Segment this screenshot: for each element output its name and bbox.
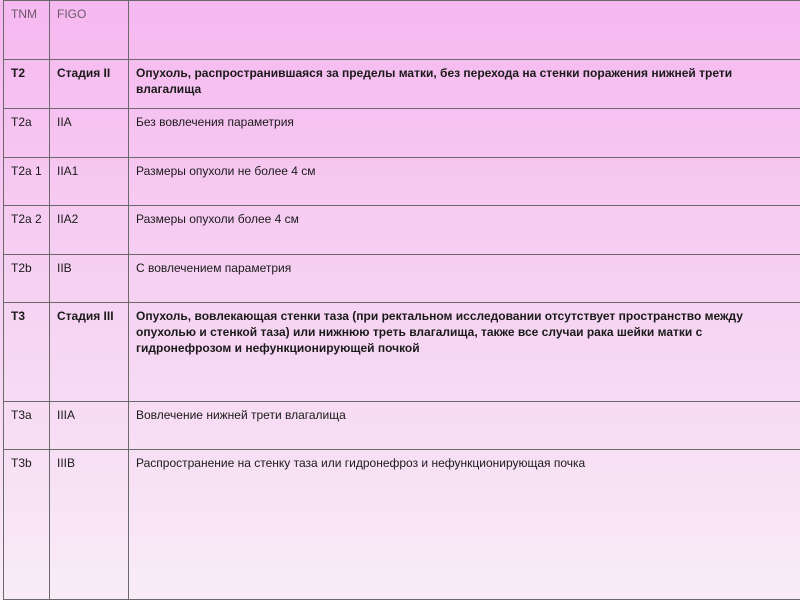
row-figo: IIIA bbox=[50, 402, 129, 450]
table-row bbox=[4, 158, 800, 206]
table-row bbox=[4, 402, 800, 450]
row-tnm: T3a bbox=[4, 402, 50, 450]
header-tnm: TNM bbox=[4, 1, 50, 60]
table-row bbox=[4, 60, 800, 109]
row-tnm: T3 bbox=[4, 303, 50, 402]
row-description: С вовлечением параметрия bbox=[129, 255, 800, 303]
row-figo: Стадия III bbox=[50, 303, 129, 402]
table-row bbox=[4, 303, 800, 402]
row-tnm: T2a 1 bbox=[4, 158, 50, 206]
row-tnm: T2a bbox=[4, 109, 50, 158]
row-tnm: T2 bbox=[4, 60, 50, 109]
row-figo: Стадия II bbox=[50, 60, 129, 109]
row-description: Опухоль, распространившаяся за пределы матки, без перехода на стенки поражения нижней трети влагалища bbox=[129, 60, 800, 109]
row-description: Распространение на стенку таза или гидронефроз и нефункционирующая почка bbox=[129, 450, 800, 600]
header-description bbox=[129, 1, 800, 60]
row-description: Опухоль, вовлекающая стенки таза (при ректальном исследовании отсутствует пространство между опухолью и стенкой таза) или нижнюю треть влагалища, также все случаи рака шейки матки с гидронефрозом и нефункционирующей почкой bbox=[129, 303, 800, 402]
table-header-row bbox=[4, 1, 800, 60]
row-figo: IIIB bbox=[50, 450, 129, 600]
row-figo: IIA2 bbox=[50, 206, 129, 255]
table-row bbox=[4, 206, 800, 255]
row-figo: IIA bbox=[50, 109, 129, 158]
row-figo: IIA1 bbox=[50, 158, 129, 206]
row-tnm: T3b bbox=[4, 450, 50, 600]
header-figo: FIGO bbox=[50, 1, 129, 60]
table-row bbox=[4, 255, 800, 303]
table-row bbox=[4, 109, 800, 158]
staging-table bbox=[3, 0, 800, 600]
row-description: Без вовлечения параметрия bbox=[129, 109, 800, 158]
row-description: Размеры опухоли более 4 см bbox=[129, 206, 800, 255]
row-tnm: T2b bbox=[4, 255, 50, 303]
table-row bbox=[4, 450, 800, 600]
row-description: Размеры опухоли не более 4 см bbox=[129, 158, 800, 206]
row-tnm: T2a 2 bbox=[4, 206, 50, 255]
row-figo: IIB bbox=[50, 255, 129, 303]
row-description: Вовлечение нижней трети влагалища bbox=[129, 402, 800, 450]
